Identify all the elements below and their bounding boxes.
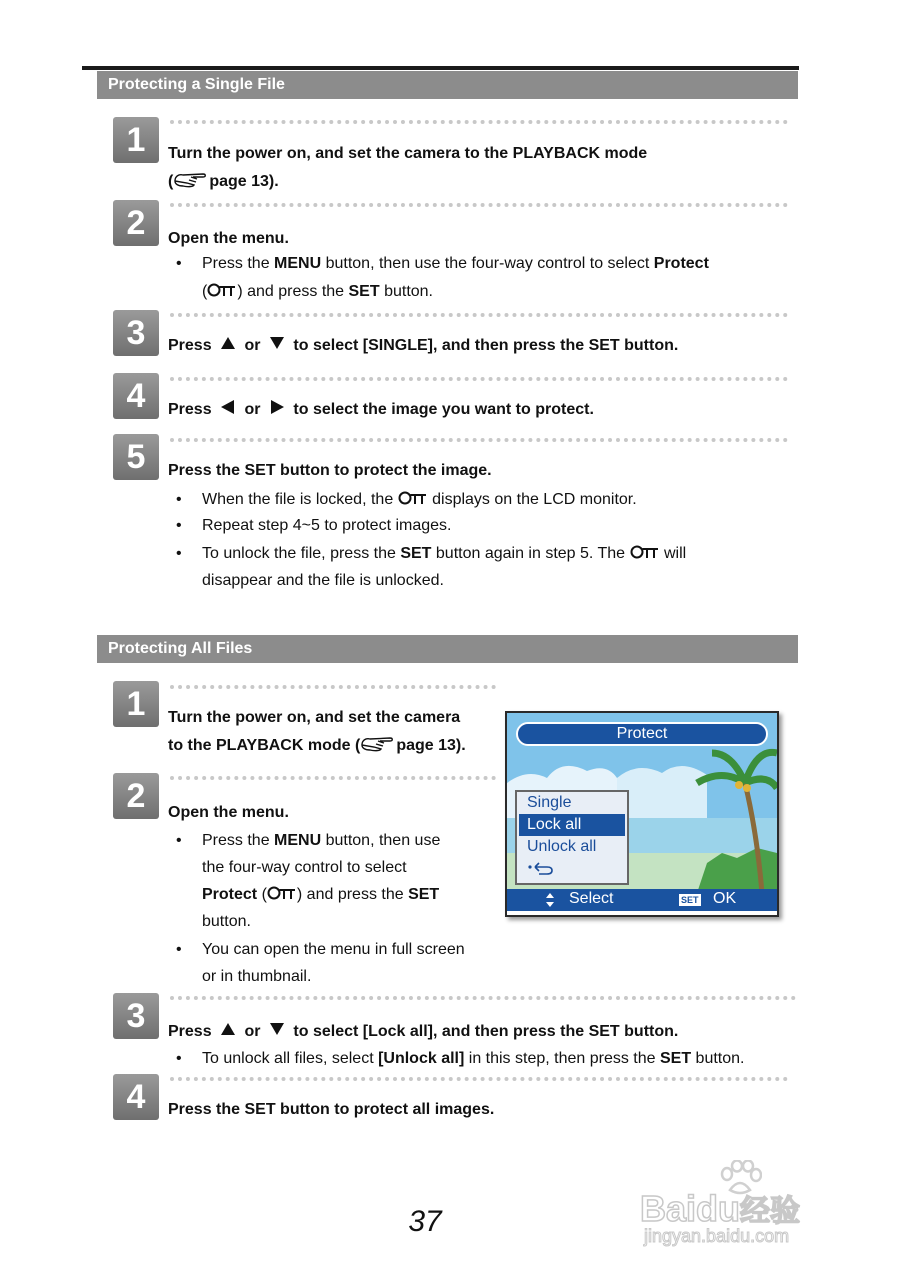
step-number: 2 xyxy=(113,773,159,819)
dotted-divider xyxy=(170,996,796,1000)
watermark-url: jingyan.baidu.com xyxy=(644,1226,790,1246)
lcd-menu-item-back[interactable] xyxy=(517,858,627,880)
up-down-icon xyxy=(545,892,555,908)
step-title: Press or to select [Lock all], and then press the SET button. xyxy=(168,1023,679,1040)
step-title: Open the menu. xyxy=(168,230,289,247)
lcd-menu-item-lock-all[interactable]: Lock all xyxy=(519,814,625,836)
step-number: 1 xyxy=(113,681,159,727)
lcd-title: Protect xyxy=(516,722,768,746)
dotted-divider xyxy=(170,120,788,124)
dotted-divider xyxy=(170,313,788,317)
back-icon xyxy=(527,861,555,875)
step-title-line2: ( page 13). xyxy=(168,173,279,190)
set-badge: SET xyxy=(681,895,699,905)
step-title: Press the SET button to protect all images. xyxy=(168,1101,495,1118)
dotted-divider xyxy=(170,438,788,442)
lock-icon xyxy=(207,282,237,298)
page-ref-icon xyxy=(173,171,209,189)
step-number: 5 xyxy=(113,434,159,480)
step-number: 1 xyxy=(113,117,159,163)
dotted-divider xyxy=(170,1077,788,1081)
step-number: 2 xyxy=(113,200,159,246)
step-title: Open the menu. xyxy=(168,804,289,821)
left-arrow-icon xyxy=(220,400,236,414)
lcd-ok-label: OK xyxy=(713,890,737,907)
step-number: 4 xyxy=(113,1074,159,1120)
step-title: Turn the power on, and set the camera to the PLAYBACK mode xyxy=(168,145,648,162)
lock-icon xyxy=(398,490,428,506)
down-arrow-icon xyxy=(269,1022,285,1036)
lcd-bottom-bar xyxy=(507,889,777,911)
section-title-all: Protecting All Files xyxy=(97,635,798,663)
top-rule xyxy=(82,66,799,70)
lock-icon xyxy=(630,544,660,560)
right-arrow-icon xyxy=(269,400,285,414)
page-ref-icon xyxy=(360,735,396,753)
step-number: 3 xyxy=(113,993,159,1039)
up-arrow-icon xyxy=(220,336,236,350)
step-number: 3 xyxy=(113,310,159,356)
step-title-line2: to the PLAYBACK mode ( page 13). xyxy=(168,737,466,754)
page-number: 37 xyxy=(408,1205,442,1238)
step-title: Turn the power on, and set the camera xyxy=(168,709,461,726)
dotted-divider xyxy=(170,377,788,381)
dotted-divider xyxy=(170,203,788,207)
lcd-menu xyxy=(515,790,629,885)
baidu-watermark xyxy=(640,1160,870,1250)
step-title: Press the SET button to protect the image. xyxy=(168,462,492,479)
lcd-menu-item-single[interactable]: Single xyxy=(527,794,572,811)
up-arrow-icon xyxy=(220,1022,236,1036)
step-title: Press or to select the image you want to protect. xyxy=(168,401,594,418)
dotted-divider xyxy=(170,776,496,780)
lcd-screen xyxy=(505,711,779,917)
down-arrow-icon xyxy=(269,336,285,350)
watermark-brand: Baidu经验 xyxy=(640,1188,801,1229)
step-number: 4 xyxy=(113,373,159,419)
lock-icon xyxy=(267,885,297,901)
step-title: Press or to select [SINGLE], and then press the SET button. xyxy=(168,337,679,354)
section-title-single: Protecting a Single File xyxy=(97,71,798,99)
dotted-divider xyxy=(170,685,496,689)
lcd-select-label: Select xyxy=(569,890,614,907)
lcd-menu-item-unlock-all[interactable]: Unlock all xyxy=(527,838,597,855)
